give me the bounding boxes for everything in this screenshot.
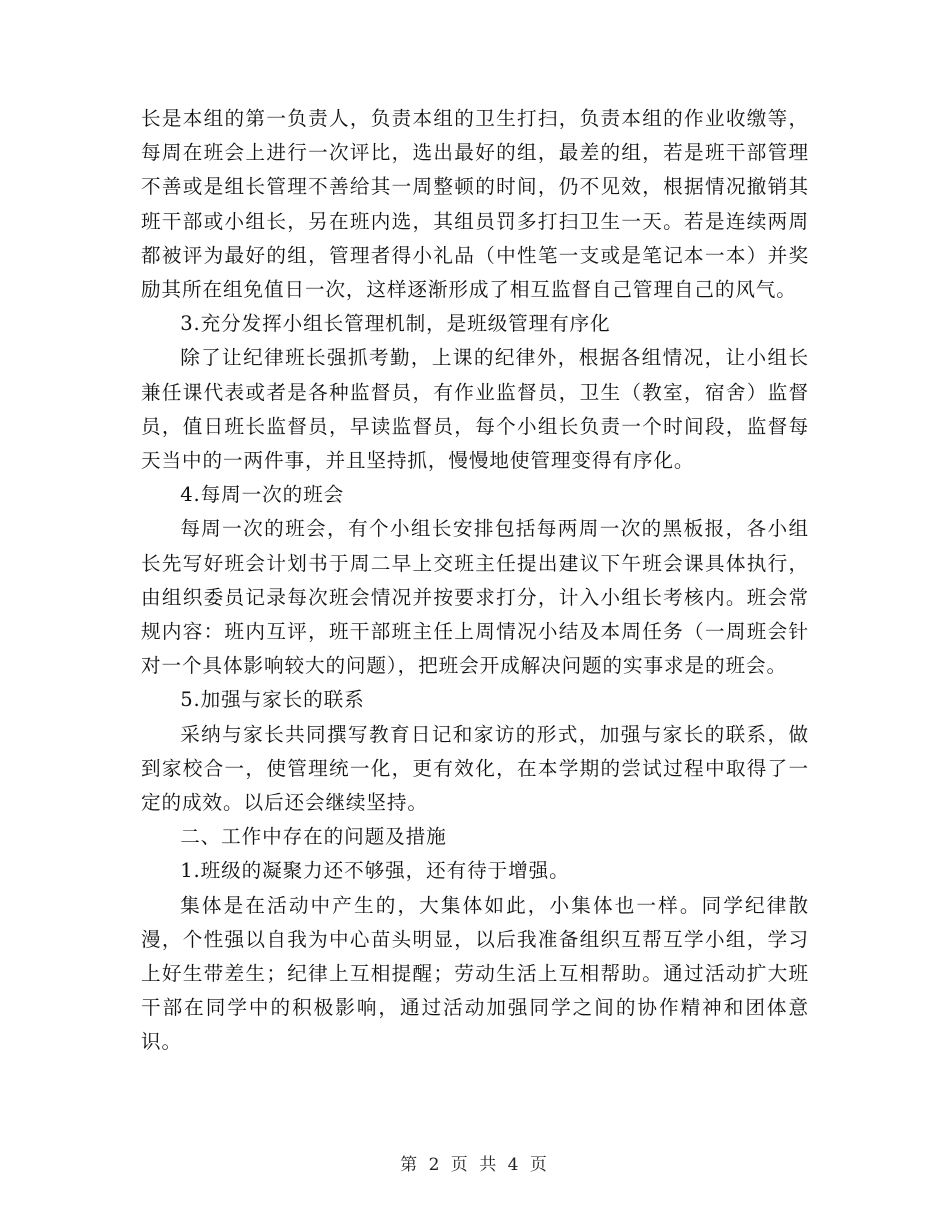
section-heading-3: 3.充分发挥小组长管理机制，是班级管理有序化 <box>180 312 611 336</box>
paragraph-weekly-meeting: 每周一次的班会，有个小组长安排包括每两周一次的黑板报，各小组长先写好班会计划书于周二早上交班主任提出建议下午班会课具体执行，由组织委员记录每次班会情况并按要求打分，计入小组长考核内。班会常规内容：班内互评，班干部班主任上周情况小结及本周任务（一周班会针对一个具体影响较大的问题），把班会开成解决问题的实事求是的班会。 <box>141 517 809 678</box>
document-body <box>141 102 809 1060</box>
section-heading-problems: 二、工作中存在的问题及措施 <box>180 825 447 849</box>
paragraph-collective: 集体是在活动中产生的，大集体如此，小集体也一样。同学纪律散漫，个性强以自我为中心苗头明显，以后我准备组织互帮互学小组，学习上好生带差生；纪律上互相提醒；劳动生活上互相帮助。通过活动扩大班干部在同学中的积极影响，通过活动加强同学之间的协作精神和团体意识。 <box>141 893 809 1054</box>
paragraph-group-leader: 除了让纪律班长强抓考勤，上课的纪律外，根据各组情况，让小组长兼任课代表或者是各种监督员，有作业监督员，卫生（教室，宿舍）监督员，值日班长监督员，早读监督员，每个小组长负责一个时间段，监督每天当中的一两件事，并且坚持抓，慢慢地使管理变得有序化。 <box>141 346 809 473</box>
section-heading-4: 4.每周一次的班会 <box>180 483 345 507</box>
paragraph-continuation: 长是本组的第一负责人，负责本组的卫生打扫，负责本组的作业收缴等，每周在班会上进行一次评比，选出最好的组，最差的组，若是班干部管理不善或是组长管理不善给其一周整顿的时间，仍不见效，根据情况撤销其班干部或小组长，另在班内选，其组员罚多打扫卫生一天。若是连续两周都被评为最好的组，管理者得小礼品（中性笔一支或是笔记本一本）并奖励其所在组免值日一次，这样逐渐形成了相互监督自己管理自己的风气。 <box>141 107 809 302</box>
page-number-footer: 第 2 页 共 4 页 <box>400 1155 550 1175</box>
section-heading-5: 5.加强与家长的联系 <box>180 688 365 712</box>
paragraph-parents: 采纳与家长共同撰写教育日记和家访的形式，加强与家长的联系，做到家校合一，使管理统一化，更有效化，在本学期的尝试过程中取得了一定的成效。以后还会继续坚持。 <box>141 722 809 815</box>
subheading-cohesion: 1.班级的凝聚力还不够强，还有待于增强。 <box>180 859 570 883</box>
